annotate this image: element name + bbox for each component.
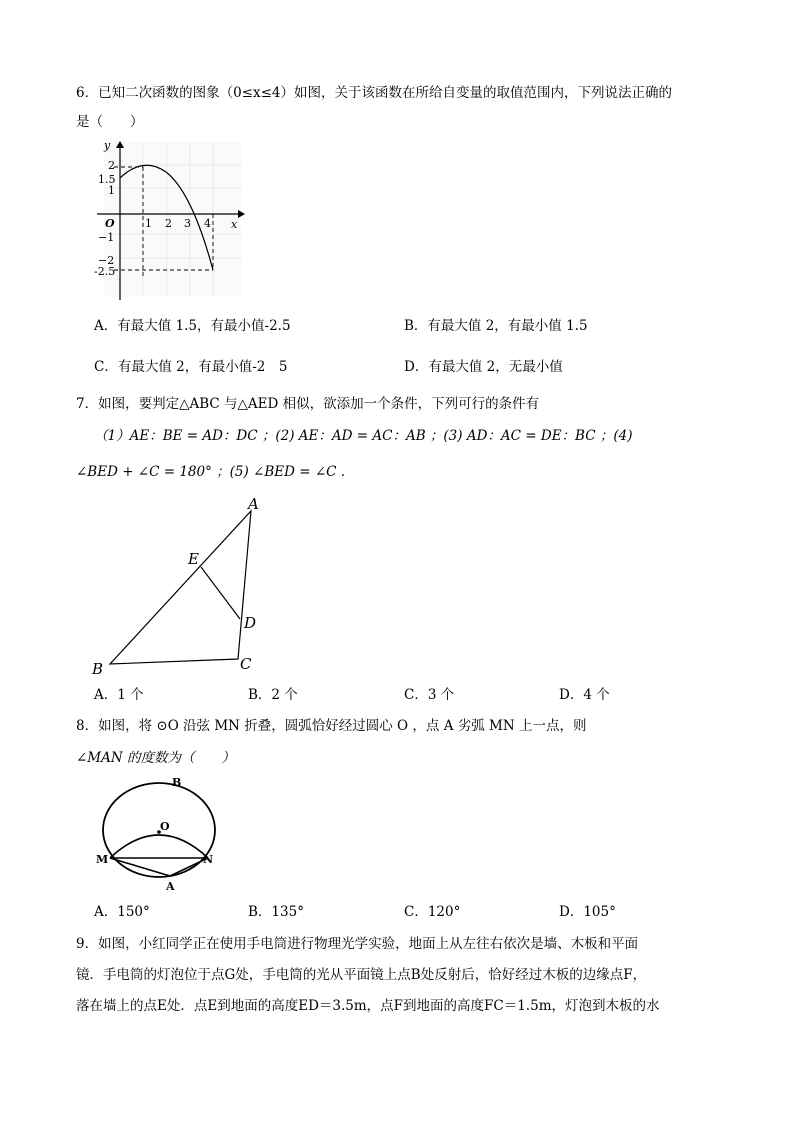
q7-stem-line1: 7．如图，要判定△ABC 与△AED 相似，欲添加一个条件，下列可行的条件有 xyxy=(76,396,540,412)
q6-tick-x1: 1 xyxy=(145,217,152,230)
q6-tick-y15: 1.5 xyxy=(98,173,116,186)
q7-option-d: D．4 个 xyxy=(559,687,610,703)
q6-stem-line1: 6．已知二次函数的图象（0≤x≤4）如图，关于该函数在所给自变量的取值范围内，下列说法正确的 xyxy=(76,85,673,101)
q7-option-c: C．3 个 xyxy=(404,687,455,703)
q6-x-arrow xyxy=(238,210,245,218)
q7-option-b: B．2 个 xyxy=(248,687,298,703)
q8-option-d: D．105° xyxy=(559,904,616,920)
q7-label-b: B xyxy=(92,660,104,678)
q6-parabola-graph xyxy=(92,138,252,303)
q7-label-d: D xyxy=(244,614,257,632)
q9-line3: 落在墙上的点E处．点E到地面的高度ED＝3.5m，点F到地面的高度FC＝1.5m，灯泡到木板的水 xyxy=(76,998,660,1014)
q6-tick-x2: 2 xyxy=(165,217,172,230)
q6-option-b: B．有最大值 2，有最小值 1.5 xyxy=(404,318,588,334)
q7-label-e: E xyxy=(188,550,199,568)
q8-label-n: N xyxy=(203,853,214,866)
q6-stem-line2: 是（ ） xyxy=(76,114,144,130)
q6-tick-x4: 4 xyxy=(204,217,211,230)
q7-stem-line3: ∠BED + ∠C = 180° ；(5) ∠BED = ∠C . xyxy=(76,464,346,480)
q8-label-b: B xyxy=(172,776,182,789)
q8-folded-arc xyxy=(110,835,208,858)
q9-line2: 镜．手电筒的灯泡位于点G处，手电筒的光从平面镜上点B处反射后，恰好经过木板的边缘点F， xyxy=(76,967,647,983)
q9-line1: 9．如图，小红同学正在使用手电筒进行物理光学实验，地面上从左往右依次是墙、木板和平面 xyxy=(76,936,639,952)
q8-label-a: A xyxy=(166,880,175,893)
q6-tick-ym25: -2.5 xyxy=(94,265,116,278)
q6-option-a: A．有最大值 1.5，有最小值-2.5 xyxy=(94,318,291,334)
q7-segment-ed xyxy=(201,567,240,619)
q7-triangle-figure xyxy=(88,492,278,682)
q8-segment-ma xyxy=(110,858,170,876)
q7-label-a: A xyxy=(248,495,259,513)
q6-label-o: O xyxy=(105,217,115,230)
q7-stem-line2: （1）AE：BE = AD：DC ；(2) AE：AD = AC：AB ；(3) AD：AC = DE：BC ；(4) xyxy=(94,428,633,444)
q7-option-a: A．1 个 xyxy=(94,687,144,703)
q8-option-b: B．135° xyxy=(248,904,304,920)
q6-tick-y2: 2 xyxy=(108,159,115,172)
q6-tick-x3: 3 xyxy=(184,217,191,230)
q6-option-d: D．有最大值 2，无最小值 xyxy=(404,359,563,375)
q6-tick-ym2: −2 xyxy=(98,254,115,267)
q7-label-c: C xyxy=(240,655,252,673)
q6-tick-ym1: −1 xyxy=(98,231,115,244)
q8-label-o: O xyxy=(160,820,170,833)
q6-option-c: C．有最大值 2，有最小值-2 5 xyxy=(94,359,288,375)
q7-triangle-abc xyxy=(110,511,251,664)
q8-stem-line2: ∠MAN 的度数为（ ） xyxy=(76,750,235,766)
q6-label-y: y xyxy=(104,139,111,152)
q8-option-a: A．150° xyxy=(94,904,150,920)
q8-circle-figure xyxy=(90,772,230,897)
q8-stem-line1: 8．如图，将 ⊙O 沿弦 MN 折叠，圆弧恰好经过圆心 O ，点 A 劣弧 MN 上一点，则 xyxy=(76,718,587,734)
q8-option-c: C．120° xyxy=(404,904,461,920)
q6-label-x: x xyxy=(231,218,238,231)
q6-tick-y1: 1 xyxy=(108,184,115,197)
q8-label-m: M xyxy=(96,853,109,866)
